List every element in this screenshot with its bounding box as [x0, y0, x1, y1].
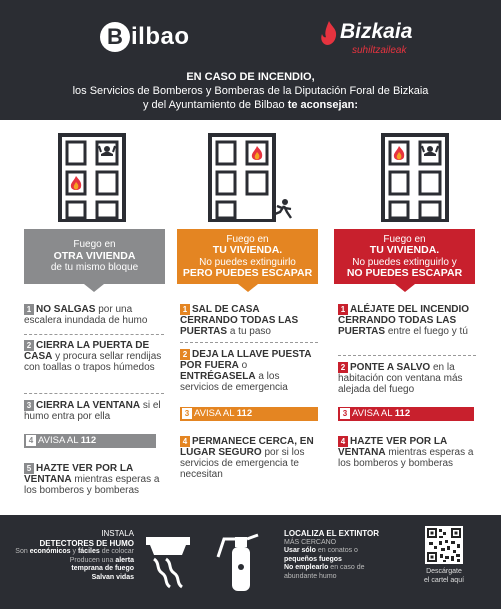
banner-3-line-1: Fuego en — [383, 233, 426, 245]
extinguisher-text: en caso de — [328, 564, 365, 571]
step-3-1 — [338, 304, 476, 337]
avisa-label: AVISA AL — [38, 435, 81, 446]
step-bold: DEJA LA LLAVE PUESTA POR FUERA — [180, 349, 312, 371]
step-text: a tu paso — [227, 326, 271, 337]
banner-1-arrow — [84, 284, 104, 292]
headline-line-3-text: y del Ayuntamiento de Bilbao — [142, 99, 288, 111]
emergency-phone: 112 — [394, 408, 411, 419]
step-bold: CIERRA LA VENTANA — [36, 400, 141, 411]
banner-3-line-3: No puedes extinguirlo y — [352, 256, 457, 268]
emergency-phone: 112 — [236, 408, 253, 419]
step-1-3 — [24, 400, 164, 422]
step-2-4 — [180, 436, 318, 480]
qr-code[interactable] — [425, 526, 463, 564]
step-2-1 — [180, 304, 318, 337]
step-text: si el humo entra por ella — [24, 400, 161, 422]
call-112-banner-2 — [180, 407, 318, 421]
step-bold-2: ENTRÉGASELA — [180, 371, 256, 382]
detector-text: Son — [15, 548, 30, 555]
step-bold: CIERRA LA PUERTA DE CASA — [24, 340, 150, 362]
headline — [0, 70, 501, 112]
step-text: mientras esperas a los bomberos y bomberas — [338, 447, 474, 469]
banner-1-line-2: OTRA VIVIENDA — [53, 249, 136, 262]
detector-bold: temprana de fuego — [71, 565, 134, 572]
step-number: 2 — [180, 349, 190, 360]
divider — [338, 355, 476, 356]
header — [0, 0, 501, 120]
step-text: o — [238, 360, 248, 371]
banner-2-line-3: No puedes extinguirlo — [199, 256, 296, 268]
qr-caption-line-1: Descárgate — [426, 568, 462, 575]
extinguisher-line-5 — [284, 564, 404, 573]
smoke-detector-info — [6, 529, 134, 582]
banner-3-line-2: TU VIVIENDA. — [369, 244, 440, 256]
step-number: 4 — [338, 436, 348, 447]
banner-2-line-1: Fuego en — [226, 233, 269, 245]
extinguisher-bold: No emplearlo — [284, 564, 329, 571]
step-2-2 — [180, 349, 318, 393]
divider — [24, 393, 164, 394]
step-text-2: a los servicios de emergencia — [180, 371, 288, 393]
call-112-banner-1 — [24, 434, 156, 448]
emergency-phone: 112 — [80, 435, 97, 446]
step-bold: NO SALGAS — [36, 304, 96, 315]
step-1-2 — [24, 340, 164, 373]
building-illustration-1 — [57, 132, 127, 222]
step-1-5 — [24, 463, 164, 496]
banner-your-dwelling-cannot-escape — [334, 229, 475, 284]
detector-bold: fáciles — [77, 548, 100, 555]
step-1-1 — [24, 304, 164, 326]
smoke-detector-icon — [140, 531, 196, 595]
extinguisher-text: abundante humo — [284, 572, 337, 580]
banner-your-dwelling-can-escape — [177, 229, 318, 284]
fire-extinguisher-icon — [212, 527, 268, 599]
building-illustration-3 — [380, 132, 450, 222]
call-112-banner-3 — [338, 407, 474, 421]
step-number: 1 — [24, 304, 34, 315]
step-bold: SAL DE CASA CERRANDO TODAS LAS PUERTAS — [180, 304, 299, 337]
detector-bold: económicos — [29, 548, 71, 555]
extinguisher-info — [284, 529, 404, 581]
headline-line-3-strong: te aconsejan: — [287, 99, 359, 111]
step-3-4 — [338, 436, 476, 469]
detector-heading-2: DETECTORES DE HUMO — [39, 538, 134, 548]
qr-caption — [412, 568, 476, 585]
extinguisher-bold: Usar sólo — [284, 547, 316, 554]
extinguisher-heading-2: MÁS CERCANO — [284, 538, 337, 546]
step-number: 4 — [180, 436, 190, 447]
step-number: 2 — [338, 362, 348, 373]
step-bold: HAZTE VER POR LA VENTANA — [24, 463, 133, 485]
extinguisher-line-3 — [284, 547, 404, 556]
step-text: en la habitación con ventana más alejada del fuego — [338, 362, 463, 395]
banner-3-line-4: NO PUEDES ESCAPAR — [346, 267, 463, 279]
step-number: 1 — [338, 304, 348, 315]
detector-line-4 — [6, 557, 134, 566]
step-number: 1 — [180, 304, 190, 315]
step-number: 2 — [24, 340, 34, 351]
avisa-label: AVISA AL — [352, 408, 395, 419]
flame-logo-icon — [318, 20, 340, 46]
step-bold: ALÉJATE DEL INCENDIO CERRANDO TODAS LAS PUERTAS — [338, 304, 470, 337]
detector-bold: Salvan vidas — [91, 573, 134, 581]
bizkaia-logo-subtitle: suhiltzaileak — [352, 45, 407, 56]
step-3-2 — [338, 362, 476, 395]
step-text: entre el fuego y tú — [385, 326, 468, 337]
detector-line-3 — [6, 548, 134, 557]
building-illustration-2 — [207, 132, 297, 222]
step-text: y procura sellar rendijas con toallas o trapos húmedos — [24, 351, 162, 373]
step-bold: PERMANECE CERCA, EN LUGAR SEGURO — [180, 436, 314, 458]
bilbao-logo — [100, 22, 190, 52]
detector-text: y — [70, 548, 78, 555]
step-number: 5 — [24, 463, 34, 474]
bilbao-logo-mark: B — [100, 22, 130, 52]
detector-text: de colocar — [99, 548, 134, 555]
footer — [0, 515, 501, 609]
step-text: mientras esperas a los bomberos y bomberas — [24, 474, 160, 496]
banner-2-line-2: TU VIVIENDA. — [212, 244, 283, 256]
banner-2-arrow — [238, 284, 258, 292]
banner-1-line-1: Fuego en — [73, 239, 116, 251]
extinguisher-text: en conatos o — [315, 547, 358, 554]
detector-heading-1: INSTALA — [101, 529, 134, 538]
step-text: por una escalera inundada de humo — [24, 304, 148, 326]
extinguisher-bold: pequeños fuegos — [284, 555, 342, 563]
banner-2-line-4: PERO PUEDES ESCAPAR — [182, 267, 313, 279]
bilbao-logo-text: ilbao — [131, 23, 190, 50]
detector-bold: alerta — [115, 556, 134, 564]
extinguisher-heading-1: LOCALIZA EL EXTINTOR — [284, 529, 379, 538]
banner-3-arrow — [395, 284, 415, 292]
headline-line-2: los Servicios de Bomberos y Bomberas de la Diputación Foral de Bizkaia — [72, 85, 429, 97]
banner-1-line-3: de tu mismo bloque — [50, 262, 139, 274]
headline-line-1: EN CASO DE INCENDIO, — [186, 71, 315, 83]
detector-text: Producen una — [69, 556, 116, 564]
step-number: 4 — [26, 435, 36, 446]
banner-other-dwelling — [24, 229, 165, 284]
step-bold: PONTE A SALVO — [350, 362, 431, 373]
step-bold: HAZTE VER POR LA VENTANA — [338, 436, 447, 458]
step-number: 3 — [182, 408, 192, 419]
qr-caption-line-2: el cartel aquí — [423, 576, 465, 584]
divider — [24, 334, 164, 335]
avisa-label: AVISA AL — [194, 408, 237, 419]
bizkaia-logo-text: Bizkaia — [340, 20, 413, 43]
step-number: 3 — [340, 408, 350, 419]
step-text: por si los servicios de emergencia te necesitan — [180, 447, 305, 480]
step-number: 3 — [24, 400, 34, 411]
headline-line-3 — [0, 98, 501, 112]
divider — [180, 342, 318, 343]
